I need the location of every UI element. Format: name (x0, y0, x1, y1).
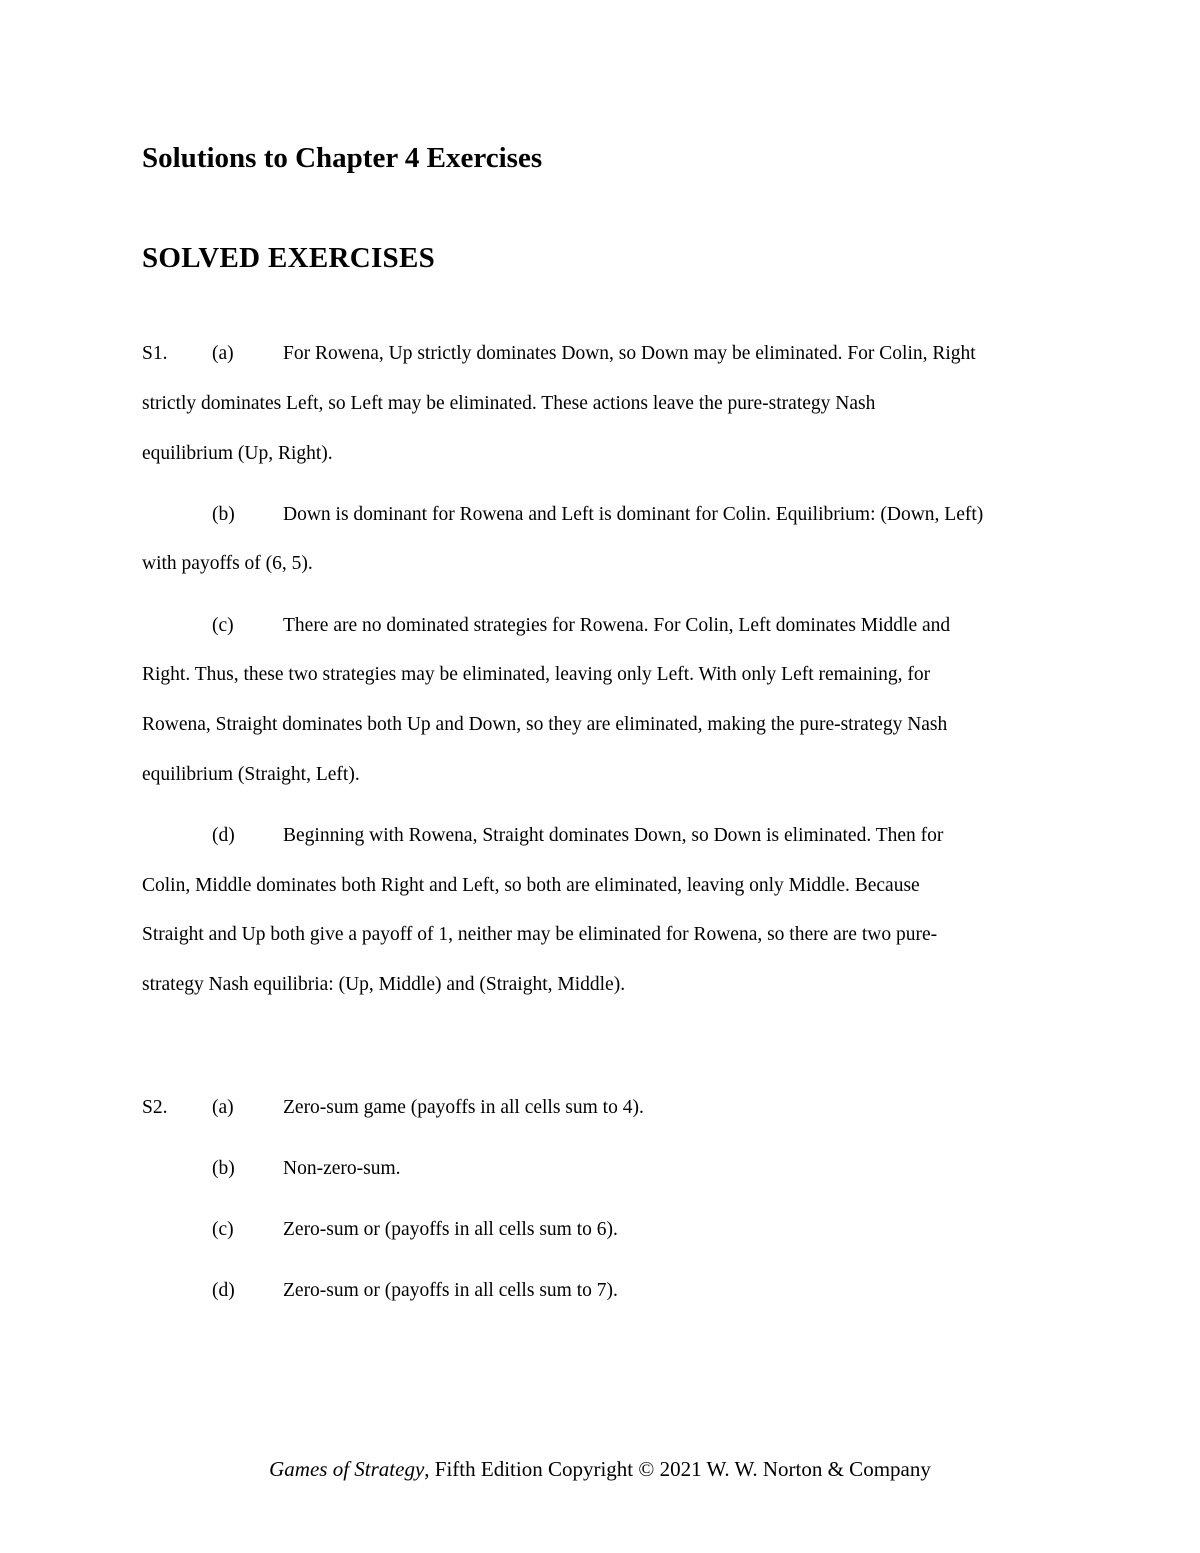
paragraph-line: Colin, Middle dominates both Right and Left, so both are eliminated, leaving only Middle. Because (142, 875, 920, 896)
footer-book-title: Games of Strategy (269, 1457, 425, 1481)
paragraph-line: Zero-sum or (payoffs in all cells sum to 7). (283, 1280, 618, 1301)
paragraph-line: with payoffs of (6, 5). (142, 553, 313, 574)
part-label: (b) (212, 1158, 235, 1179)
part-label: (a) (212, 1097, 234, 1118)
footer-copyright: , Fifth Edition Copyright © 2021 W. W. Norton & Company (424, 1457, 931, 1481)
paragraph-line: Beginning with Rowena, Straight dominates Down, so Down is eliminated. Then for (283, 825, 944, 846)
exercise-number: S1. (142, 343, 168, 364)
paragraph-line: Zero-sum game (payoffs in all cells sum to 4). (283, 1097, 644, 1118)
paragraph-line: Rowena, Straight dominates both Up and Down, so they are eliminated, making the pure-strategy Nash (142, 714, 948, 735)
paragraph-line: equilibrium (Up, Right). (142, 443, 333, 464)
part-label: (c) (212, 615, 234, 636)
part-label: (d) (212, 1280, 235, 1301)
paragraph-line: For Rowena, Up strictly dominates Down, so Down may be eliminated. For Colin, Right (283, 343, 976, 364)
paragraph-line: Down is dominant for Rowena and Left is dominant for Colin. Equilibrium: (Down, Left) (283, 504, 984, 525)
part-label: (d) (212, 825, 235, 846)
part-label: (c) (212, 1219, 234, 1240)
paragraph-line: Zero-sum or (payoffs in all cells sum to 6). (283, 1219, 618, 1240)
part-label: (a) (212, 343, 234, 364)
paragraph-line: Non-zero-sum. (283, 1158, 401, 1179)
paragraph-line: There are no dominated strategies for Rowena. For Colin, Left dominates Middle and (283, 615, 951, 636)
exercise-number: S2. (142, 1097, 168, 1118)
page-title: Solutions to Chapter 4 Exercises (142, 142, 543, 174)
section-heading: SOLVED EXERCISES (142, 242, 436, 274)
part-label: (b) (212, 504, 235, 525)
page-footer (0, 1457, 1200, 1482)
paragraph-line: strictly dominates Left, so Left may be eliminated. These actions leave the pure-strategy Nash (142, 393, 876, 414)
paragraph-line: Right. Thus, these two strategies may be eliminated, leaving only Left. With only Left remaining, for (142, 664, 931, 685)
paragraph-line: Straight and Up both give a payoff of 1, neither may be eliminated for Rowena, so there are two pure- (142, 924, 938, 945)
paragraph-line: equilibrium (Straight, Left). (142, 764, 360, 785)
paragraph-line: strategy Nash equilibria: (Up, Middle) and (Straight, Middle). (142, 974, 626, 995)
